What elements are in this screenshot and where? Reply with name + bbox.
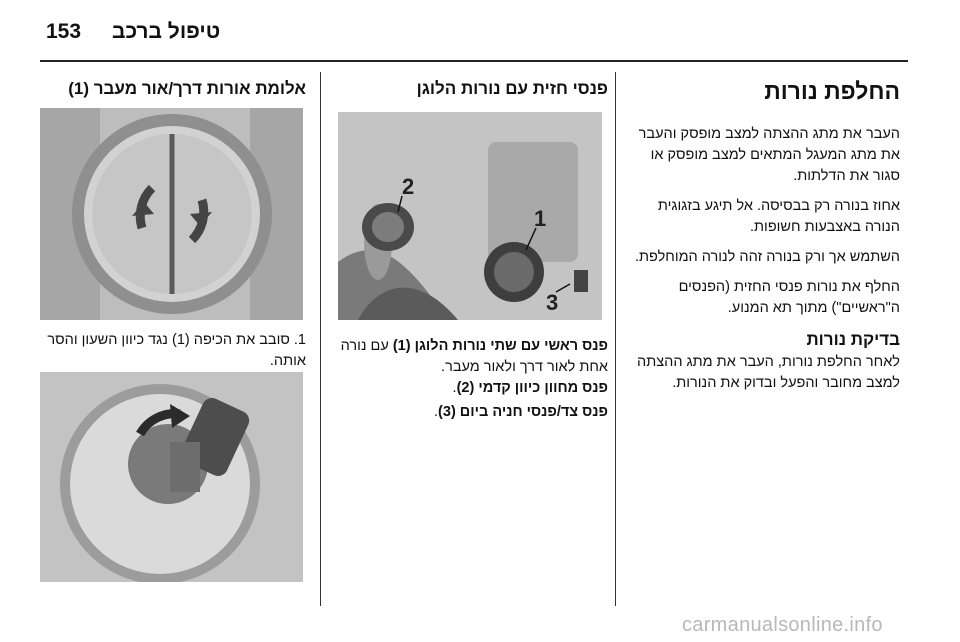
caption-bold: פנס צד/פנסי חניה ביום (3) — [438, 404, 608, 420]
paragraph: החלף את נורות פנסי החזית (הפנסים ה"ראשיים") מתוך תא המנוע. — [678, 279, 900, 316]
figure-label-2: 2 — [402, 174, 415, 199]
paragraph: אחוז בנורה רק בבסיסה. אל תיגע בזגוגית הנורה באצבעות חשופות. — [657, 198, 900, 235]
bulb-replacement-title: החלפת נורות — [764, 78, 900, 104]
headlight-caption-1 — [332, 336, 608, 378]
paragraph: השתמש אך ורק בנורה זהה לנורה המוחלפת. — [635, 249, 900, 265]
middle-column — [332, 76, 608, 108]
paragraph: העבר את מתג ההצתה למצב מופסק והעבר את מתג המעגל המתאים למצב מופסק או סגור את הדלתות. — [638, 126, 900, 184]
figure-label-3: 3 — [546, 290, 559, 315]
halogen-headlights-title: פנסי חזית עם נורות הלוגן — [416, 79, 608, 98]
caption-bold: פנס מחוון כיוון קדמי (2) — [456, 380, 608, 396]
page-header — [0, 12, 960, 52]
bulb-check-heading: בדיקת נורות — [806, 330, 900, 349]
watermark: carmanualsonline.info — [682, 614, 883, 636]
headlight-photo — [338, 112, 602, 320]
low-high-beam-title: אלומת אורות דרך/אור מעבר (1) — [68, 79, 306, 98]
headlight-caption-2 — [332, 378, 608, 399]
section-title: טיפול ברכב — [112, 20, 221, 43]
left-column — [40, 76, 306, 108]
step-1-caption: 1. סובב את הכיפה (1) נגד כיוון השעון והסר אותה. — [47, 332, 306, 369]
caption-text: עם נורה אחת לאור דרך ולאור מעבר. — [340, 338, 608, 375]
page-number: 153 — [46, 20, 82, 43]
column-divider-right — [615, 72, 616, 606]
caption-text: . — [434, 404, 439, 420]
column-divider-left — [320, 72, 321, 606]
caption-text: . — [452, 380, 457, 396]
figure-label-1: 1 — [534, 206, 547, 231]
header-rule — [40, 60, 908, 62]
bulb-removal-photo — [40, 372, 303, 582]
headlight-caption-3 — [332, 402, 608, 423]
caption-bold: פנס ראשי עם שתי נורות הלוגן (1) — [392, 338, 608, 354]
cap-removal-photo — [40, 108, 303, 320]
right-column — [622, 76, 900, 403]
bulb-check-paragraph: לאחר החלפת נורות, העבר את מתג ההצתה למצב מחובר והפעל ובדוק את הנורות. — [637, 354, 900, 391]
